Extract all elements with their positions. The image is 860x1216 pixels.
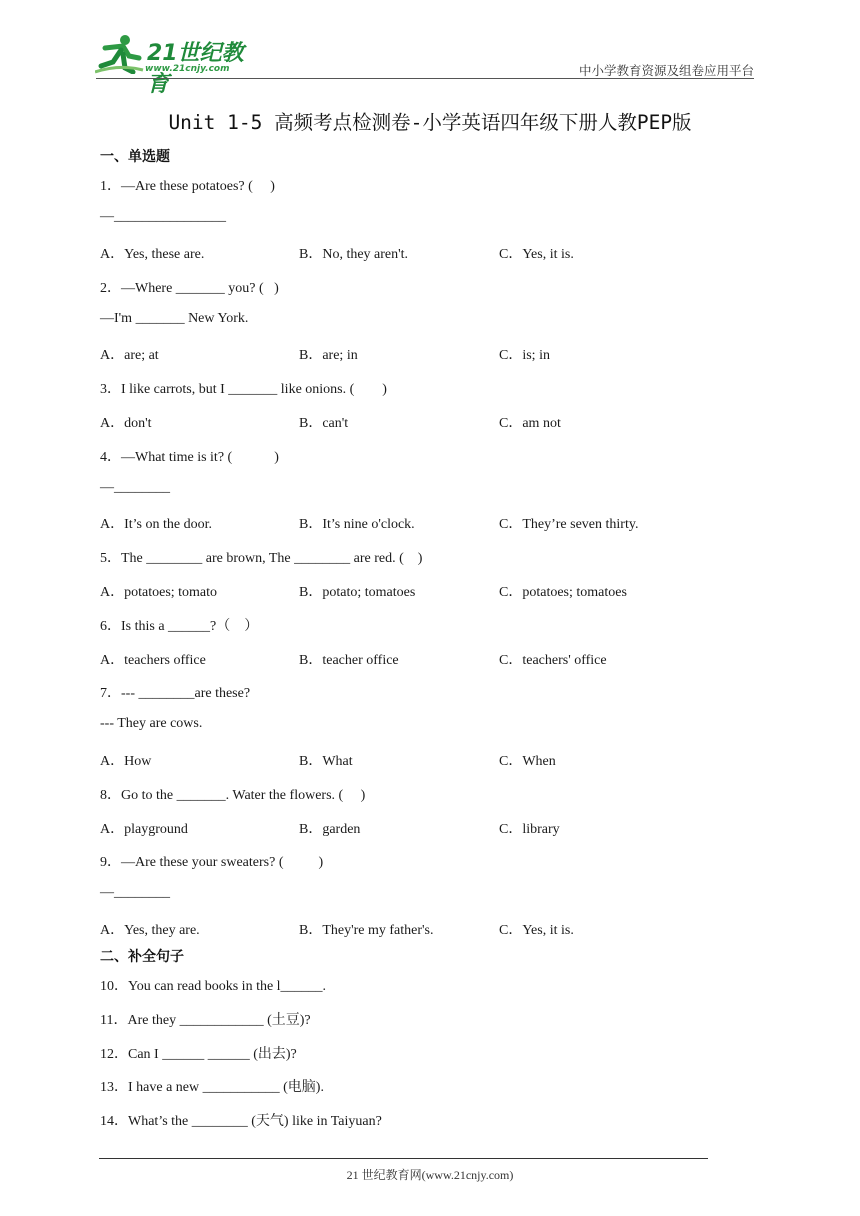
question-5-option-c: C．potatoes; tomatoes — [499, 585, 627, 600]
question-9-option-a: A．Yes, they are. — [100, 923, 200, 938]
question-5-option-a: A．potatoes; tomato — [100, 585, 218, 600]
question-9-reply: —________ — [100, 885, 170, 900]
question-7-option-b: B．What — [299, 754, 353, 769]
question-7-option-c: C．When — [499, 754, 556, 769]
question-2-option-b: B．are; in — [299, 348, 358, 363]
logo — [95, 34, 265, 97]
question-8-option-a: A．playground — [100, 822, 188, 837]
question-2-option-a: A．are; at — [100, 348, 159, 363]
question-2-reply: —I'm _______ New York. — [100, 311, 249, 326]
page-header — [0, 0, 860, 97]
section-title-single-choice: 一、单选题 — [100, 149, 170, 165]
question-3-stem: 3．I like carrots, but I _______ like onions. ( ) — [100, 382, 387, 397]
question-1-stem: 1．—Are these potatoes? ( ) — [100, 179, 275, 194]
header-platform-text: 中小学教育资源及组卷应用平台 — [578, 63, 754, 78]
question-4-reply: —________ — [100, 480, 170, 495]
question-7-option-a: A．How — [100, 754, 152, 769]
question-1-option-b: B．No, they aren't. — [299, 247, 409, 262]
question-1-reply: —________________ — [100, 209, 226, 224]
fill-in-item-12: 12．Can I ______ ______ (出去)? — [100, 1047, 297, 1062]
header-divider — [96, 78, 754, 79]
fill-in-item-13: 13．I have a new ___________ (电脑). — [100, 1080, 324, 1095]
question-5-stem: 5．The ________ are brown, The ________ are red. ( ) — [100, 551, 423, 566]
question-1-option-c: C．Yes, it is. — [499, 247, 574, 262]
runner-logo-icon — [95, 34, 145, 74]
question-7-stem: 7．--- ________are these? — [100, 686, 251, 701]
fill-in-item-11: 11．Are they ____________ (土豆)? — [100, 1013, 311, 1028]
question-8-option-c: C．library — [499, 822, 560, 837]
question-4-option-c: C．They’re seven thirty. — [499, 517, 639, 532]
question-3-option-b: B．can't — [299, 416, 349, 431]
question-4-stem: 4．—What time is it? ( ) — [100, 450, 279, 465]
question-2-option-c: C．is; in — [499, 348, 550, 363]
question-6-option-a: A．teachers office — [100, 653, 206, 668]
fill-in-item-14: 14．What’s the ________ (天气) like in Taiyuan? — [100, 1114, 382, 1129]
question-6-option-c: C．teachers' office — [499, 653, 607, 668]
question-9-option-b: B．They're my father's. — [299, 923, 434, 938]
question-8-stem: 8．Go to the _______. Water the flowers. ( ) — [100, 788, 366, 803]
question-3-option-a: A．don't — [100, 416, 152, 431]
page-title: Unit 1-5 高频考点检测卷-小学英语四年级下册人教PEP版 — [168, 111, 692, 134]
question-7-reply: --- They are cows. — [100, 716, 203, 731]
question-4-option-a: A．It’s on the door. — [100, 517, 212, 532]
section-title-fill-in: 二、补全句子 — [100, 949, 184, 965]
question-9-option-c: C．Yes, it is. — [499, 923, 574, 938]
question-1-option-a: A．Yes, these are. — [100, 247, 205, 262]
question-4-option-b: B．It’s nine o'clock. — [299, 517, 415, 532]
question-2-stem: 2．—Where _______ you? ( ) — [100, 281, 279, 296]
question-5-option-b: B．potato; tomatoes — [299, 585, 416, 600]
question-3-option-c: C．am not — [499, 416, 561, 431]
fill-in-item-10: 10．You can read books in the l______. — [100, 979, 327, 994]
footer-divider — [99, 1158, 708, 1159]
logo-text: 21世纪教育 — [147, 41, 244, 97]
question-6-option-b: B．teacher office — [299, 653, 399, 668]
question-6-stem: 6．Is this a ______?（ ） — [100, 619, 259, 634]
footer-text: 21 世纪教育网(www.21cnjy.com) — [346, 1168, 514, 1182]
logo-url: www.21cnjy.com — [145, 64, 230, 74]
question-9-stem: 9．—Are these your sweaters? ( ) — [100, 855, 324, 870]
question-8-option-b: B．garden — [299, 822, 361, 837]
